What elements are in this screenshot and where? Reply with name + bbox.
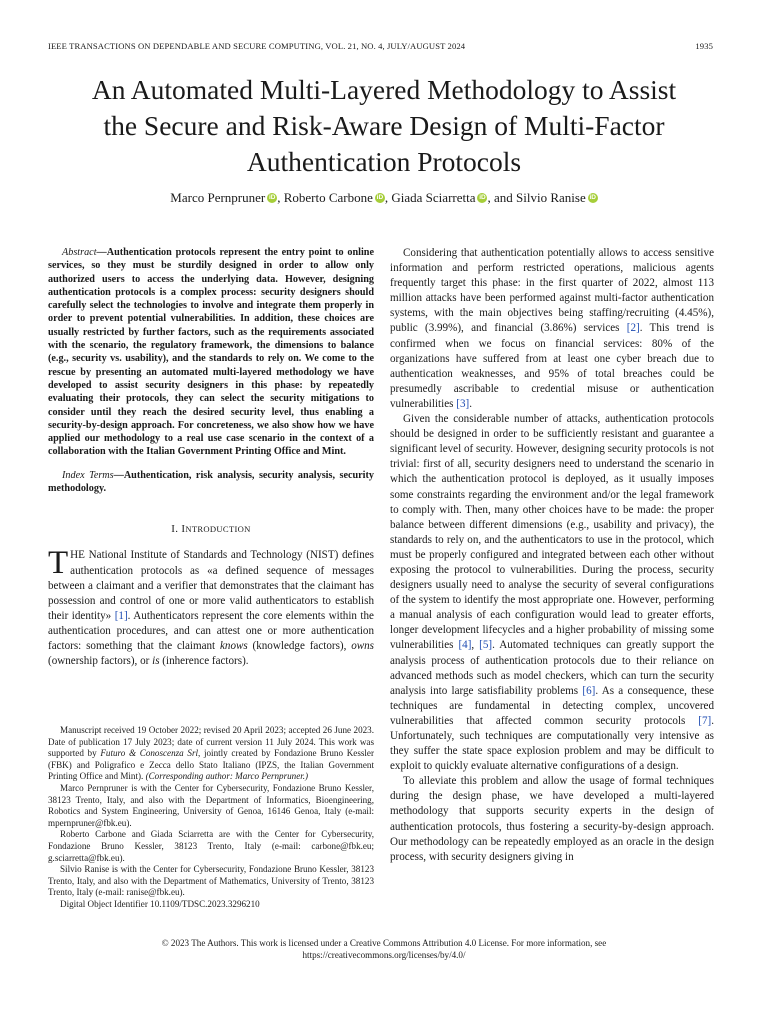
citation-link[interactable]: [5] [479,639,493,652]
footnote-manuscript: Manuscript received 19 October 2022; revised 20 April 2023; accepted 26 June 2023. Date of publication 17 July 2023; date of current version 11 July 2024. This work was supported by Futuro & Conoscenza Srl, jointly created by Fondazione Bruno Kessler (FBK) and Poligrafico e Zecca dello Stato Italiano (IPZS, the Italian Government Printing Office and Mint). (Corresponding author: Marco Pernpruner.) [48,725,374,782]
license-notice [40,938,728,961]
license-text: © 2023 The Authors. This work is licensed under a Creative Commons Attribution 4.0 License. For more information, see [161,938,607,948]
title-line-3: Authentication Protocols [246,146,522,177]
abstract-text: —Authentication protocols represent the entry point to online services, so they must be sturdily designed in order to allow only authorized users to access the underlying data. However, designing authentication protocols is a complex process: security designers should carefully select the technologies to involve and integrate them properly in order to prevent potential vulnerabilities. In addition, these choices are usually restricted by further factors, such as the requirements associated with the scenario, the regulatory framework, the dimensions to balance (e.g., security vs. usability), and the standards to rely on. We come to the rescue by presenting an automated multi-layered methodology we have developed to assist security designers in this phase: by repeatedly evaluating their protocols, they can select the security mitigations to consider until they reach the desired security level, thus enabling a security-by-design approach. For concreteness, we also show how we have applied our methodology to a real use case scenario in the context of a collaboration with the Italian Government Printing Office and Mint. [48,247,374,458]
orcid-icon[interactable]: iD [479,194,486,201]
citation-link[interactable]: [6] [582,684,596,697]
title-line-1: An Automated Multi-Layered Methodology to Assist [91,74,677,105]
citation-link[interactable]: [3] [456,397,470,410]
paper-title [40,72,728,180]
author-list: Marco Pernpruner iD , Roberto Carbone iD , Giada Sciarretta iD , and Silvio Ranise iD [170,190,596,205]
orcid-icon[interactable]: iD [268,194,276,201]
body-paragraph: Considering that authentication potentially allows to access sensitive information and perform restricted operations, malicious agents frequently target this phase: in the first quarter of 2022, almost 113 million attacks have been performed against multi-factor authentication systems, with the main objectives being staffing/recruiting (4.45%), public (3.99%), and financial (3.86%) services [2]. This trend is confirmed when we focus on financial services: 80% of the organizations have suffered from at least one cyber breach due to authentication weaknesses, and 95% of total breaches could be presumedly ascribable to credential misuse or authentication vulnerabilities [3]. [390,247,714,410]
abstract-label: Abstract [62,247,97,258]
citation-link[interactable]: [4] [458,639,472,652]
left-column [48,246,374,669]
right-column [390,246,714,865]
orcid-icon[interactable]: iD [376,194,384,201]
author-name: Marco Pernpruner [170,190,266,205]
abstract [48,246,374,459]
page-number: 1935 [695,41,713,51]
footnote-affiliation: Marco Pernpruner is with the Center for Cybersecurity, Fondazione Bruno Kessler, 38123 Trento, Italy, and also with the Department of Informatics, Bioengineering, Robotics and System Engineering, University of Genoa, 16146 Genoa, Italy (e-mail: mpernpruner@fbk.eu). [48,782,374,828]
citation-link[interactable]: [1] [114,609,128,622]
running-header [48,41,713,55]
orcid-icon[interactable]: iD [589,194,596,201]
footnote-doi: Digital Object Identifier 10.1109/TDSC.2023.3296210 [60,898,260,909]
index-terms-label: Index Terms [62,469,114,481]
body-paragraph: To alleviate this problem and allow the usage of formal techniques during the design phase, we have developed a multi-layered methodology that supports security experts in the design of authentication protocols, thus fostering a security-by-design approach. Our methodology can be repeatedly employed as an oracle in the design process, with security designers giving in [390,775,714,863]
license-url[interactable]: https://creativecommons.org/licenses/by/4.0/ [302,949,466,960]
author-name: Silvio Ranise [516,190,586,205]
footnote-affiliation: Roberto Carbone and Giada Sciarretta are with the Center for Cybersecurity, Fondazione Bruno Kessler, 38123 Trento, Italy (e-mail: carbone@fbk.eu; g.sciarretta@fbk.eu). [48,829,374,863]
journal-name: IEEE TRANSACTIONS ON DEPENDABLE AND SECURE COMPUTING, VOL. 21, NO. 4, JULY/AUGUST 2024 [48,41,466,51]
drop-cap: T [48,545,69,582]
author-name: Giada Sciarretta [391,190,476,205]
footnote-affiliation: Silvio Ranise is with the Center for Cybersecurity, Fondazione Bruno Kessler, 38123 Trento, Italy, and also with the Department of Mathematics, University of Trento, 38123 Trento, Italy (e-mail: ranise@fbk.eu). [48,864,374,898]
author-name: Roberto Carbone [283,190,373,205]
footnotes [48,725,374,911]
citation-link[interactable]: [2] [626,322,640,335]
intro-paragraph: THE National Institute of Standards and Technology (NIST) defines authentication protocols as «a defined sequence of messages between a claimant and a verifier that demonstrates that the claimant has possession and control of one or more valid authenticators to establish their identity» [1]. Authenticators represent the core elements within the authentication procedures, and can attest one or more authentication factors: something that the claimant knows (knowledge factors), owns (ownership factors), or is (inherence factors). [48,545,374,668]
title-line-2: the Secure and Risk-Aware Design of Multi-Factor [103,110,665,141]
citation-link[interactable]: [7] [698,714,712,727]
section-heading-introduction: I. INTRODUCTION [171,523,251,536]
index-terms-text: —Authentication, risk analysis, security analysis, security methodology. [48,469,374,495]
index-terms [48,469,374,496]
body-paragraph: Given the considerable number of attacks, authentication protocols should be designed in order to be sufficiently resistant and guarantee a significant level of security. However, designing security protocols is not trivial: first of all, security designers need to understand the scenario in which the authentication protocol is deployed, as it usually imposes some constraints regarding the environment and/or the legal framework to comply with. Then, many other choices have to be made: the proper balance between different dimensions (e.g., usability and privacy), the standards to rely on, and the authenticators to use in the protocol, which must be properly configured and integrated between each other without exposing the protocol to vulnerabilities. During the process, security designers usually need to analyse the security of several configurations of the system to identify the most appropriate one. However, performing a manual analysis of each configuration would lead to greater efforts, longer development lifecycles and a higher probability of missing some vulnerabilities [4], [5]. Automated techniques can greatly support the analysis process of authentication protocols due to their reliance on advanced methods such as model checkers, which can turn the security analysis into large satisfiability problems [6]. As a consequence, these techniques are fundamental in detecting complex, uncovered vulnerabilities that affected common security protocols [7]. Unfortunately, such techniques are computationally very intensive as they suffer the state space explosion problem and may be difficult to exploit to quickly evaluate alternative configurations of a design. [390,413,714,773]
